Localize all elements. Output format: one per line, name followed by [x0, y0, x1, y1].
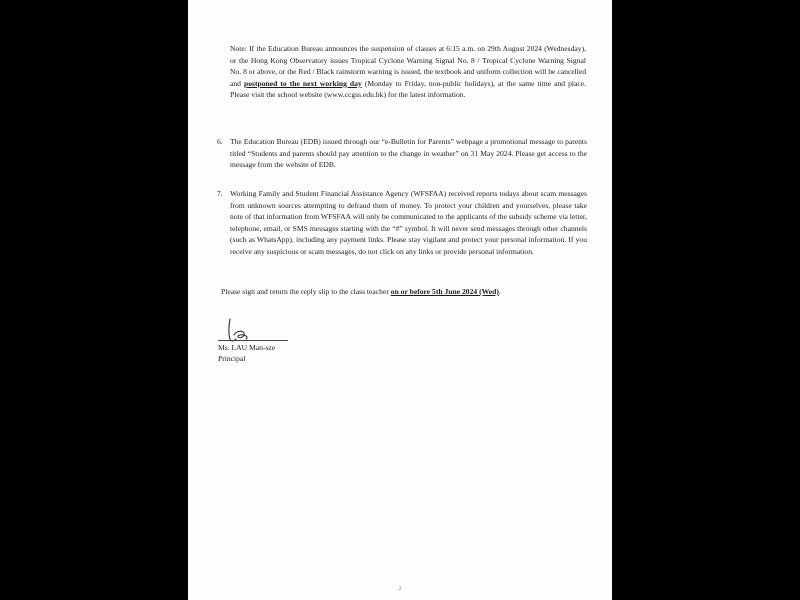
reply-end: . [498, 287, 501, 296]
note-text-part2: (Monday to Friday, non-public holidays), at the same time and place. Please visit the school website (www.ccgss.edu.hk) for the latest information. [230, 78, 586, 100]
signer-block [218, 342, 275, 364]
list-item-6 [217, 136, 587, 171]
item-text: Working Family and Student Financial Assistance Agency (WFSFAA) received reports todays about scam messages from unknown sources attempting to defraud them of money. To protect your children and yourselves, please take note of that information from WFSFAA will only be communicated to the applicants of the subsidy scheme via letter, telephone, email, or SMS messages starting with the “#” symbol. It will never send messages through other channels (such as WhatsApp), including any payment links. Please stay vigilant and protect your personal information. If you receive any suspicious or scam messages, do not click on any links or provide personal information. [230, 189, 587, 256]
document-page [188, 0, 612, 600]
item-text: The Education Bureau (EDB) issued through our “e-Bulletin for Parents” webpage a promotional message to parents titled “Students and parents should pay attention to the change in weather” on 31 May 2024. Please get access to the message from the website of EDB. [230, 137, 587, 170]
list-item-7 [217, 188, 587, 258]
cancellation-note [230, 43, 586, 101]
signature-line [218, 340, 288, 341]
reply-text: Please sign and return the reply slip to the class teacher [221, 287, 391, 296]
reply-slip-instruction [221, 286, 591, 298]
signer-name: Ms. LAU Man-sze [218, 343, 276, 352]
reply-deadline: on or before 5th June 2024 (Wed) [390, 287, 499, 296]
note-text-part1: Note: If the Education Bureau announces the suspension of classes at 6:15 a.m. on 29th August 2024 (Wednesday), or the Hong Kong Observatory issues Tropical Cyclone Warning Signal No. 8 / Tropical Cyclone Warning Signal No. 8 or above, or the Red / Black rainstorm warning is issued, the textbook and uniform collection will be cancelled and [230, 44, 586, 88]
item-number: 7. [217, 189, 223, 198]
signer-title: Principal [218, 354, 246, 363]
note-emphasis: postponed to the next working day [244, 78, 362, 88]
page-number: 2 [398, 587, 402, 592]
item-number: 6. [217, 137, 223, 146]
